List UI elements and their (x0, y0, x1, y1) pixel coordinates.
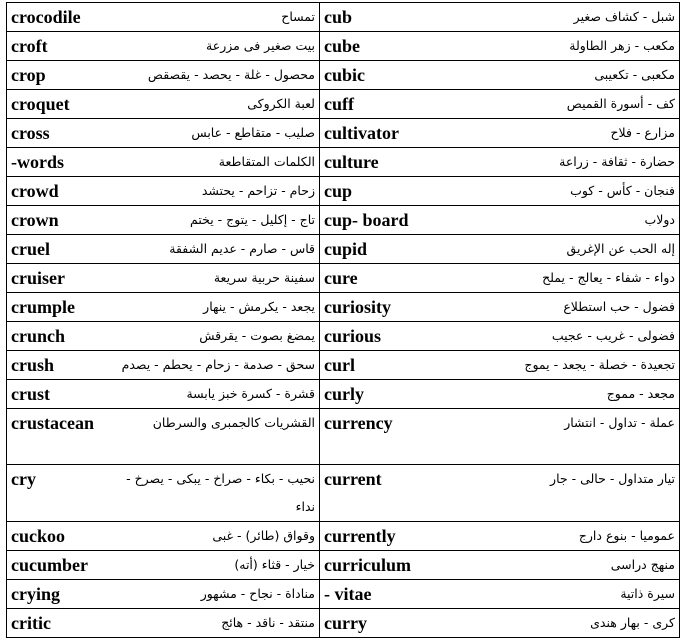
table-row (7, 206, 680, 235)
english-word: curl (324, 355, 355, 375)
table-cell (7, 580, 320, 609)
english-word: croquet (11, 94, 70, 114)
english-word: crocodile (11, 7, 81, 27)
arabic-meaning: دولاب (644, 212, 675, 227)
arabic-meaning: فضولى - غريب - عجيب (551, 328, 675, 343)
english-word: -words (11, 152, 64, 172)
english-word: crowd (11, 181, 59, 201)
english-word: curiosity (324, 297, 391, 317)
table-cell (320, 609, 680, 638)
table-cell (7, 322, 320, 351)
english-word: cure (324, 268, 358, 288)
english-word: cultivator (324, 123, 399, 143)
english-word: croft (11, 36, 48, 56)
table-cell (7, 90, 320, 119)
english-word: critic (11, 613, 51, 633)
table-cell (7, 235, 320, 264)
table-cell (320, 409, 680, 465)
table-cell (320, 235, 680, 264)
arabic-meaning: القشريات كالجمبرى والسرطان (152, 415, 315, 430)
english-word: crumple (11, 297, 75, 317)
table-cell (320, 522, 680, 551)
english-word: current (324, 469, 382, 489)
arabic-meaning: مكعب - زهر الطاولة (569, 38, 675, 53)
table-cell (320, 293, 680, 322)
table-cell (7, 465, 320, 522)
table-cell (7, 351, 320, 380)
table-cell (7, 380, 320, 409)
arabic-meaning: تمساح (281, 9, 315, 24)
table-row (7, 380, 680, 409)
table-row (7, 409, 680, 465)
table-row (7, 235, 680, 264)
english-word: - vitae (324, 584, 372, 604)
arabic-meaning: منتقد - ناقد - هائج (221, 615, 315, 630)
arabic-meaning: تاج - إكليل - يتوج - يختم (190, 212, 315, 227)
table-cell (7, 32, 320, 61)
table-cell (7, 206, 320, 235)
table-cell (7, 522, 320, 551)
english-word: cupid (324, 239, 368, 259)
english-word: crustacean (11, 413, 94, 433)
table-cell (320, 206, 680, 235)
arabic-meaning: صليب - متقاطع - عابس (191, 125, 315, 140)
english-word: curriculum (324, 555, 411, 575)
english-word: curious (324, 326, 382, 346)
english-word: cruiser (11, 268, 65, 288)
table-row (7, 61, 680, 90)
english-word: crying (11, 584, 60, 604)
arabic-meaning: عملة - تداول - انتشار (564, 415, 675, 430)
english-word: crown (11, 210, 59, 230)
arabic-meaning: فنجان - كأس - كوب (570, 183, 675, 198)
table-cell (320, 177, 680, 206)
table-row (7, 177, 680, 206)
table-cell (320, 580, 680, 609)
table-row (7, 148, 680, 177)
english-word: cub (324, 7, 353, 27)
english-word: cubic (324, 65, 366, 85)
english-word: cube (324, 36, 360, 56)
english-word: crush (11, 355, 55, 375)
arabic-meaning: زحام - تزاحم - يحتشد (201, 183, 315, 198)
table-cell (7, 609, 320, 638)
table-cell (320, 264, 680, 293)
english-word: cuff (324, 94, 354, 114)
arabic-meaning: مناداة - نجاح - مشهور (200, 586, 315, 601)
english-word: cucumber (11, 555, 88, 575)
table-row (7, 32, 680, 61)
english-word: cry (11, 469, 36, 489)
arabic-meaning: تجعيدة - خصلة - يجعد - يموج (524, 357, 675, 372)
english-word: cruel (11, 239, 50, 259)
table-row (7, 465, 680, 522)
arabic-meaning: كف - أسورة القميص (566, 96, 675, 111)
english-word: crunch (11, 326, 65, 346)
table-row (7, 293, 680, 322)
table-cell (320, 551, 680, 580)
arabic-meaning: نحيب - بكاء - صراخ - يبكى - يصرخ - نداء (126, 471, 315, 514)
arabic-meaning: دواء - شفاء - يعالج - يملح (542, 270, 675, 285)
table-cell (7, 551, 320, 580)
table-cell (320, 119, 680, 148)
arabic-meaning: يمضغ بصوت - يقرقش (199, 328, 315, 343)
arabic-meaning: كرى - بهار هندى (590, 615, 675, 630)
english-word: curry (324, 613, 367, 633)
english-word: currency (324, 413, 393, 433)
table-cell (320, 380, 680, 409)
table-cell (320, 32, 680, 61)
arabic-meaning: عموميا - بنوع دارج (578, 528, 675, 543)
vocabulary-table-body (7, 3, 680, 638)
table-cell (320, 90, 680, 119)
arabic-meaning: قشرة - كسرة خبز يابسة (186, 386, 315, 401)
arabic-meaning: مزارع - فلاح (610, 125, 675, 140)
vocabulary-table (6, 2, 680, 638)
english-word: cross (11, 123, 50, 143)
arabic-meaning: محصول - غلة - يحصد - يقصقص (147, 67, 315, 82)
arabic-meaning: الكلمات المتقاطعة (218, 154, 315, 169)
arabic-meaning: إله الحب عن الإغريق (566, 241, 675, 256)
arabic-meaning: منهج دراسى (610, 557, 675, 572)
arabic-meaning: بيت صغير فى مزرعة (206, 38, 315, 53)
arabic-meaning: تيار متداول - حالى - جار (550, 471, 675, 486)
table-cell (7, 409, 320, 465)
arabic-meaning: خيار - قثاء (أته) (234, 557, 315, 572)
table-cell (320, 322, 680, 351)
arabic-meaning: وقواق (طائر) - غبى (212, 528, 315, 543)
table-row (7, 322, 680, 351)
english-word: crop (11, 65, 46, 85)
arabic-meaning: لعبة الكروكى (247, 96, 315, 111)
arabic-meaning: فضول - حب استطلاع (563, 299, 675, 314)
english-word: culture (324, 152, 379, 172)
arabic-meaning: سحق - صدمة - زحام - يحطم - يصدم (121, 357, 315, 372)
table-cell (7, 293, 320, 322)
english-word: cup (324, 181, 353, 201)
table-cell (320, 148, 680, 177)
table-row (7, 3, 680, 32)
arabic-meaning: مكعبى - تكعيبى (594, 67, 675, 82)
table-row (7, 119, 680, 148)
table-cell (7, 119, 320, 148)
arabic-meaning: سفينة حربية سريعة (213, 270, 315, 285)
english-word: cuckoo (11, 526, 65, 546)
table-row (7, 580, 680, 609)
table-row (7, 522, 680, 551)
english-word: currently (324, 526, 396, 546)
table-row (7, 351, 680, 380)
arabic-meaning: شبل - كشاف صغير (573, 9, 675, 24)
arabic-meaning: قاس - صارم - عديم الشفقة (169, 241, 315, 256)
table-cell (320, 61, 680, 90)
english-word: cup- board (324, 210, 409, 230)
table-cell (7, 148, 320, 177)
table-cell (320, 3, 680, 32)
english-word: crust (11, 384, 50, 404)
table-cell (320, 351, 680, 380)
table-row (7, 264, 680, 293)
table-cell (7, 61, 320, 90)
table-row (7, 90, 680, 119)
arabic-meaning: يجعد - يكرمش - ينهار (203, 299, 315, 314)
arabic-meaning: سيرة ذاتية (620, 586, 675, 601)
table-cell (320, 465, 680, 522)
table-cell (7, 264, 320, 293)
arabic-meaning: حضارة - ثقافة - زراعة (559, 154, 675, 169)
table-row (7, 551, 680, 580)
table-cell (7, 177, 320, 206)
arabic-meaning: مجعد - مموج (606, 386, 675, 401)
table-cell (7, 3, 320, 32)
english-word: curly (324, 384, 364, 404)
table-row (7, 609, 680, 638)
